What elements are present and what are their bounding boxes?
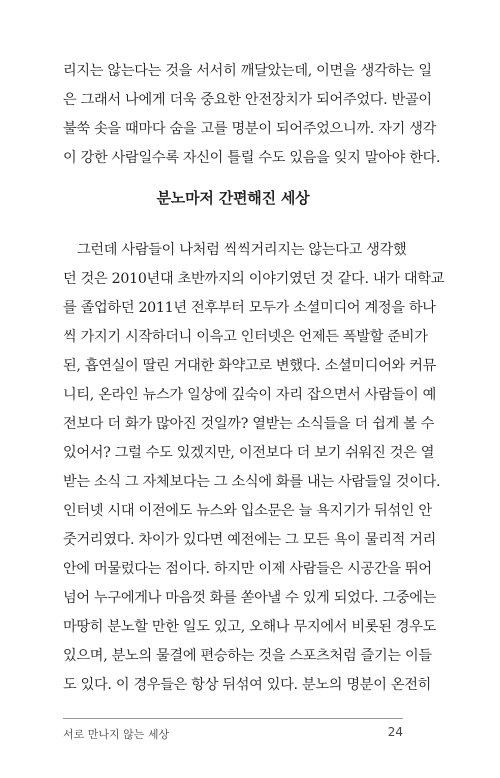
text-line: 안에 머물렀다는 점이다. 하지만 이제 사람들은 시공간을 뛰어 xyxy=(63,561,432,577)
text-line: 넘어 누구에게나 마음껏 화를 쏟아낼 수 있게 되었다. 그중에는 xyxy=(63,590,437,606)
text-line: 씩 가지기 시작하더니 이윽고 인터넷은 언제든 폭발할 준비가 xyxy=(63,329,428,345)
text-line: 던 것은 2010년대 초반까지의 이야기였던 것 같다. 내가 대학교 xyxy=(63,271,445,287)
text-line: 리지는 않는다는 것을 서서히 깨달았는데, 이면을 생각하는 일 xyxy=(63,63,432,79)
text-line: 받는 소식 그 자체보다는 그 소식에 화를 내는 사람들일 것이다. xyxy=(63,474,441,490)
text-line: 니티, 온라인 뉴스가 일상에 깊숙이 자리 잡으면서 사람들이 예 xyxy=(63,387,437,403)
running-footer-title: 서로 만나지 않는 세상 xyxy=(63,728,170,741)
footer-divider xyxy=(63,718,403,719)
text-line: 있으며, 분노의 물결에 편승하는 것을 스포츠처럼 즐기는 이들 xyxy=(63,648,432,664)
text-line: 마땅히 분노할 만한 일도 있고, 오해나 무지에서 비롯된 경우도 xyxy=(63,619,437,635)
text-line: 줏거리였다. 차이가 있다면 예전에는 그 모든 욕이 물리적 거리 xyxy=(63,532,437,548)
page-number: 24 xyxy=(387,725,403,739)
text-line: 있어서? 그럴 수도 있겠지만, 이전보다 더 보기 쉬워진 것은 열 xyxy=(63,445,435,461)
text-line: 된, 흡연실이 딸린 거대한 화약고로 변했다. 소셜미디어와 커뮤 xyxy=(63,358,437,374)
text-line: 은 그래서 나에게 더욱 중요한 안전장치가 되어주었다. 반골이 xyxy=(63,92,432,108)
text-line: 전보다 더 화가 많아진 것일까? 열받는 소식들을 더 쉽게 볼 수 xyxy=(63,416,435,432)
section-heading: 분노마저 간편해진 세상 xyxy=(156,189,310,207)
body-paragraph-continued xyxy=(63,57,441,173)
text-line: 도 있다. 이 경우들은 항상 뒤섞여 있다. 분노의 명분이 온전히 xyxy=(63,677,432,693)
body-paragraph xyxy=(63,236,445,700)
text-line: 인터넷 시대 이전에도 뉴스와 입소문은 늘 욕지기가 뒤섞인 안 xyxy=(63,503,432,519)
text-line: 그런데 사람들이 나처럼 씩씩거리지는 않는다고 생각했 xyxy=(77,242,407,258)
text-line: 이 강한 사람일수록 자신이 틀릴 수도 있음을 잊지 말아야 한다. xyxy=(63,150,441,166)
text-line: 불쑥 솟을 때마다 숨을 고를 명분이 되어주었으니까. 자기 생각 xyxy=(63,121,437,137)
text-line: 를 졸업하던 2011년 전후부터 모두가 소셜미디어 계정을 하나 xyxy=(63,300,436,316)
